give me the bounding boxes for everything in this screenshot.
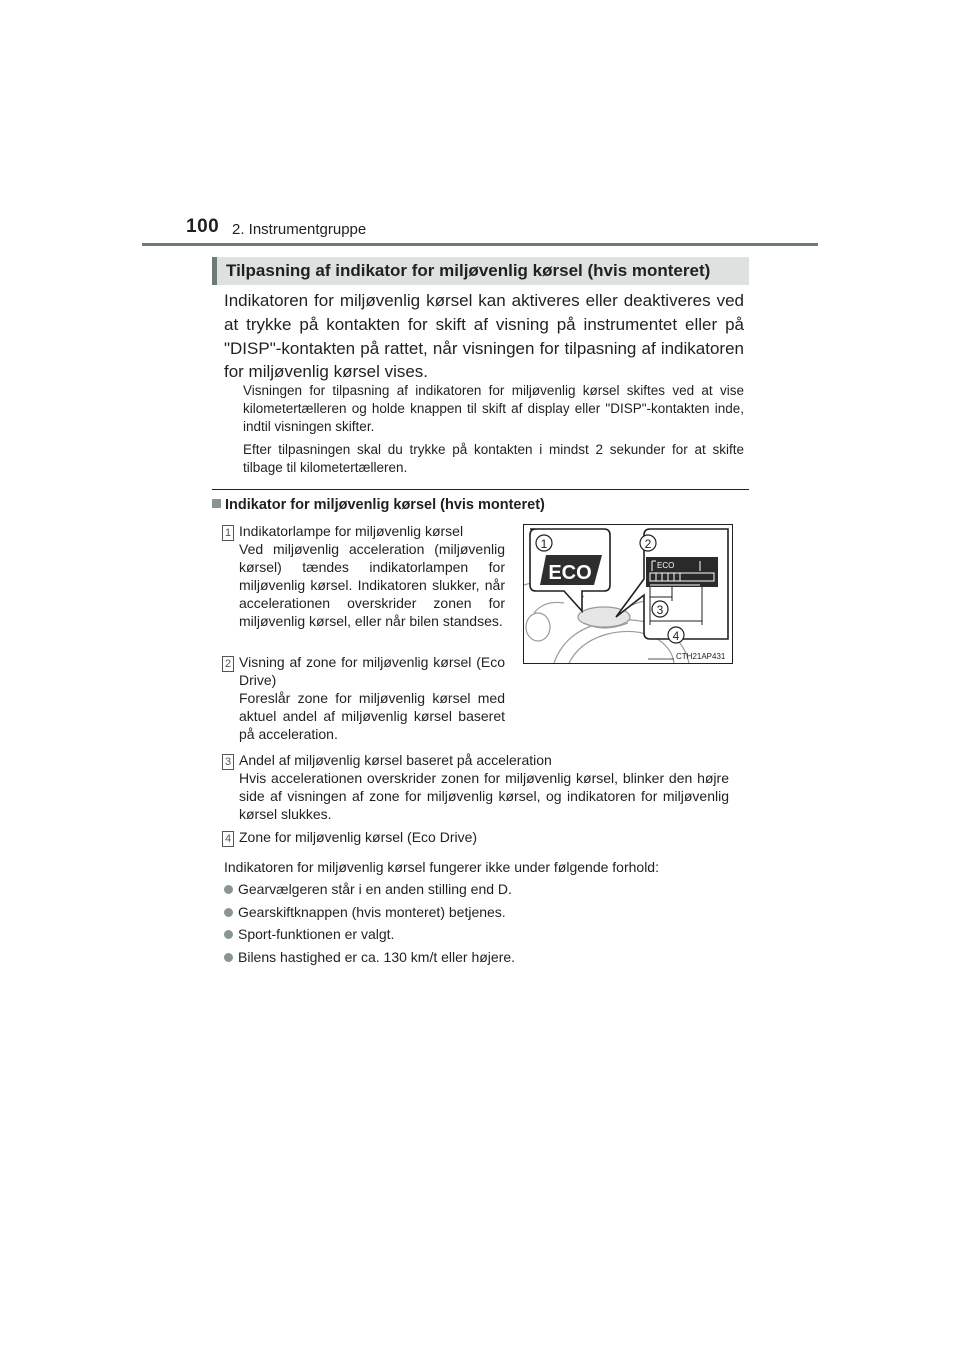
eco-display-label: ECO: [657, 561, 675, 570]
bullet-icon: [224, 953, 233, 962]
item-number-4: 4: [222, 831, 234, 847]
intro-paragraph: Indikatoren for miljøvenlig kørsel kan aktiveres eller deaktiveres ved at trykke på kontakten for skift af visning på instrumentet eller på "DISP"-kontakten på rattet, når visningen for tilpasning af indikatoren for miljøvenlig kørsel vises.: [224, 291, 744, 382]
condition-item-2: [224, 904, 506, 920]
section-title-bar: [212, 257, 749, 285]
note-paragraph-1: Visningen for tilpasning af indikatoren for miljøvenlig kørsel skiftes ved at vise kilometertælleren og holde knappen til skift af display eller "DISP"-kontakten inde, indtil visningen skifter.: [243, 383, 744, 434]
eco-badge-text: ECO: [548, 562, 592, 584]
subsection-title: Indikator for miljøvenlig kørsel (hvis monteret): [225, 497, 545, 513]
figure-code: CTH21AP431: [676, 652, 726, 661]
list-item-3: [239, 751, 729, 823]
bullet-icon: [224, 908, 233, 917]
callout-label-3: 3: [656, 603, 664, 617]
eco-indicator-illustration: [523, 524, 733, 664]
list-item-1: [239, 522, 505, 631]
item-number-2: 2: [222, 656, 234, 672]
callout-label-2: 2: [644, 537, 652, 551]
condition-item-4: [224, 949, 515, 965]
section-title: Tilpasning af indikator for miljøvenlig kørsel (hvis monteret): [226, 261, 711, 280]
condition-item-1: [224, 881, 512, 897]
bullet-icon: [224, 885, 233, 894]
subsection-heading: [212, 497, 545, 513]
page-number: 100: [186, 216, 220, 237]
condition-item-3: [224, 926, 394, 942]
chapter-title: 2. Instrumentgruppe: [232, 221, 367, 238]
illustration-svg: [524, 525, 732, 663]
item-1-body: Ved miljøvenlig acceleration (miljøvenlig kørsel) tændes indikatorlampen for miljøvenlig kørsel. Indikatoren slukker, når accelerationen overskrider zonen for miljøvenlig kørsel, eller når bilen standses.: [239, 541, 505, 630]
note-paragraph-2: Efter tilpasningen skal du trykke på kontakten i mindst 2 sekunder for at skifte tilbage til kilometertælleren.: [243, 442, 744, 475]
list-item-2: [239, 653, 505, 743]
list-item-4: [239, 828, 729, 846]
item-number-3: 3: [222, 754, 234, 770]
condition-text: Gearskiftknappen (hvis monteret) betjenes.: [238, 904, 506, 920]
item-3-title: Andel af miljøvenlig kørsel baseret på acceleration: [239, 752, 552, 768]
condition-text: Sport-funktionen er valgt.: [238, 926, 395, 942]
bullet-icon: [224, 930, 233, 939]
item-3-body: Hvis accelerationen overskrider zonen for miljøvenlig kørsel, blinker den højre side af visningen af zone for miljøvenlig kørsel, og indikatoren for miljøvenlig kørsel slukkes.: [239, 770, 729, 823]
item-number-1: 1: [222, 525, 234, 541]
square-bullet-icon: [212, 499, 221, 508]
header-rule: [142, 243, 818, 246]
subsection-rule: [212, 489, 749, 490]
callout-label-4: 4: [672, 629, 680, 643]
section-bar-accent: [212, 257, 217, 285]
item-2-body: Foreslår zone for miljøvenlig kørsel med aktuel andel af miljøvenlig kørsel baseret på acceleration.: [239, 690, 505, 743]
item-4-title: Zone for miljøvenlig kørsel (Eco Drive): [239, 829, 478, 845]
item-1-title: Indikatorlampe for miljøvenlig kørsel: [239, 523, 464, 539]
conditions-intro: Indikatoren for miljøvenlig kørsel fungerer ikke under følgende forhold:: [224, 859, 659, 875]
callout-label-1: 1: [540, 537, 548, 551]
condition-text: Gearvælgeren står i en anden stilling end D.: [238, 881, 512, 897]
condition-text: Bilens hastighed er ca. 130 km/t eller højere.: [238, 949, 516, 965]
item-2-title: Visning af zone for miljøvenlig kørsel (Eco Drive): [239, 654, 505, 689]
